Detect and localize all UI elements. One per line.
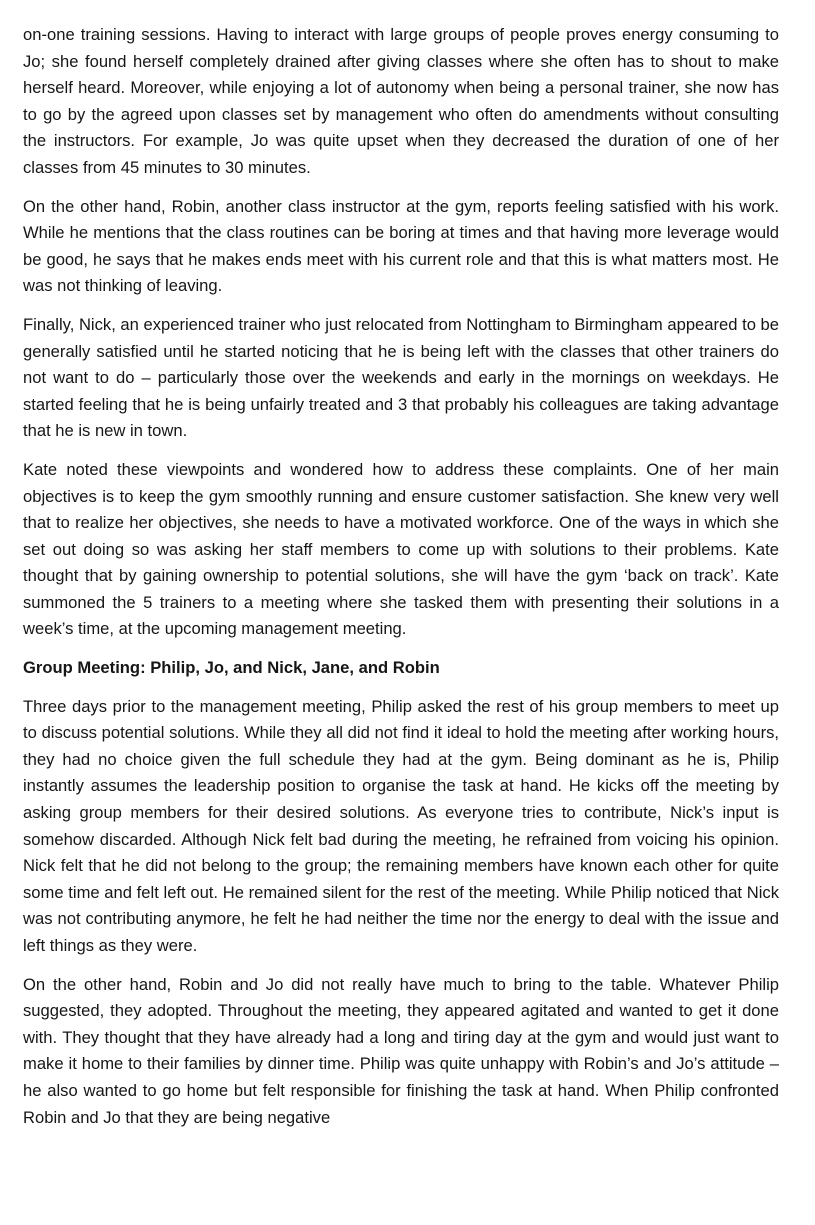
paragraph-philip-meeting: Three days prior to the management meeting, Philip asked the rest of his group members to meet up to discuss potential solutions. While they all did not find it ideal to hold the meeting after working hours, they had no choice given the full schedule they had at the gym. Being dominant as he is, Philip instantly assumes the leadership position to organise the task at hand. He kicks off the meeting by asking group members for their desired solutions. As everyone tries to contribute, Nick’s input is somehow discarded. Although Nick felt bad during the meeting, he refrained from voicing his opinion. Nick felt that he did not belong to the group; the remaining members have known each other for quite some time and felt left out. He remained silent for the rest of the meeting. While Philip noticed that Nick was not contributing anymore, he felt he had neither the time nor the energy to deal with the issue and left things as they were. <box>23 696 779 955</box>
paragraph-jo-energy: on-one training sessions. Having to interact with large groups of people proves energy consuming to Jo; she found herself completely drained after giving classes where she often has to shout to make herself heard. Moreover, while enjoying a lot of autonomy when being a personal trainer, she now has to go by the agreed upon classes set by management who often do amendments without consulting the instructors. For example, Jo was quite upset when they decreased the duration of one of her classes from 45 minutes to 30 minutes. <box>23 25 779 177</box>
document-page <box>23 22 779 1143</box>
paragraph-robin-jo-attitude: On the other hand, Robin and Jo did not really have much to bring to the table. Whatever Philip suggested, they adopted. Throughout the meeting, they appeared agitated and wanted to get it done with. They thought that they have already had a long and tiring day at the gym and would just want to make it home to their families by dinner time. Philip was quite unhappy with Robin’s and Jo’s attitude – he also wanted to go home but felt responsible for finishing the task at hand. When Philip confronted Robin and Jo that they are being negative <box>23 974 779 1127</box>
section-heading-group-meeting: Group Meeting: Philip, Jo, and Nick, Jane, and Robin <box>23 658 440 678</box>
paragraph-nick-relocated: Finally, Nick, an experienced trainer who just relocated from Nottingham to Birmingham appeared to be generally satisfied until he started noticing that he is being left with the classes that other trainers do not want to do – particularly those over the weekends and early in the mornings on weekdays. He started feeling that he is being unfairly treated and 3 that probably his colleagues are taking advantage that he is new in town. <box>23 314 780 441</box>
paragraph-kate-viewpoints: Kate noted these viewpoints and wondered how to address these complaints. One of her main objectives is to keep the gym smoothly running and ensure customer satisfaction. She knew very well that to realize her objectives, she needs to have a motivated workforce. One of the ways in which she set out doing so was asking her staff members to come up with solutions to their problems. Kate thought that by gaining ownership to potential solutions, she will have the gym ‘back on track’. Kate summoned the 5 trainers to a meeting where she tasked them with presenting their solutions in a week’s time, at the upcoming management meeting. <box>23 459 779 639</box>
paragraph-robin-satisfied: On the other hand, Robin, another class instructor at the gym, reports feeling satisfied with his work. While he mentions that the class routines can be boring at times and that having more leverage would be good, he says that he makes ends meet with his current role and that this is what matters most. He was not thinking of leaving. <box>23 196 779 296</box>
